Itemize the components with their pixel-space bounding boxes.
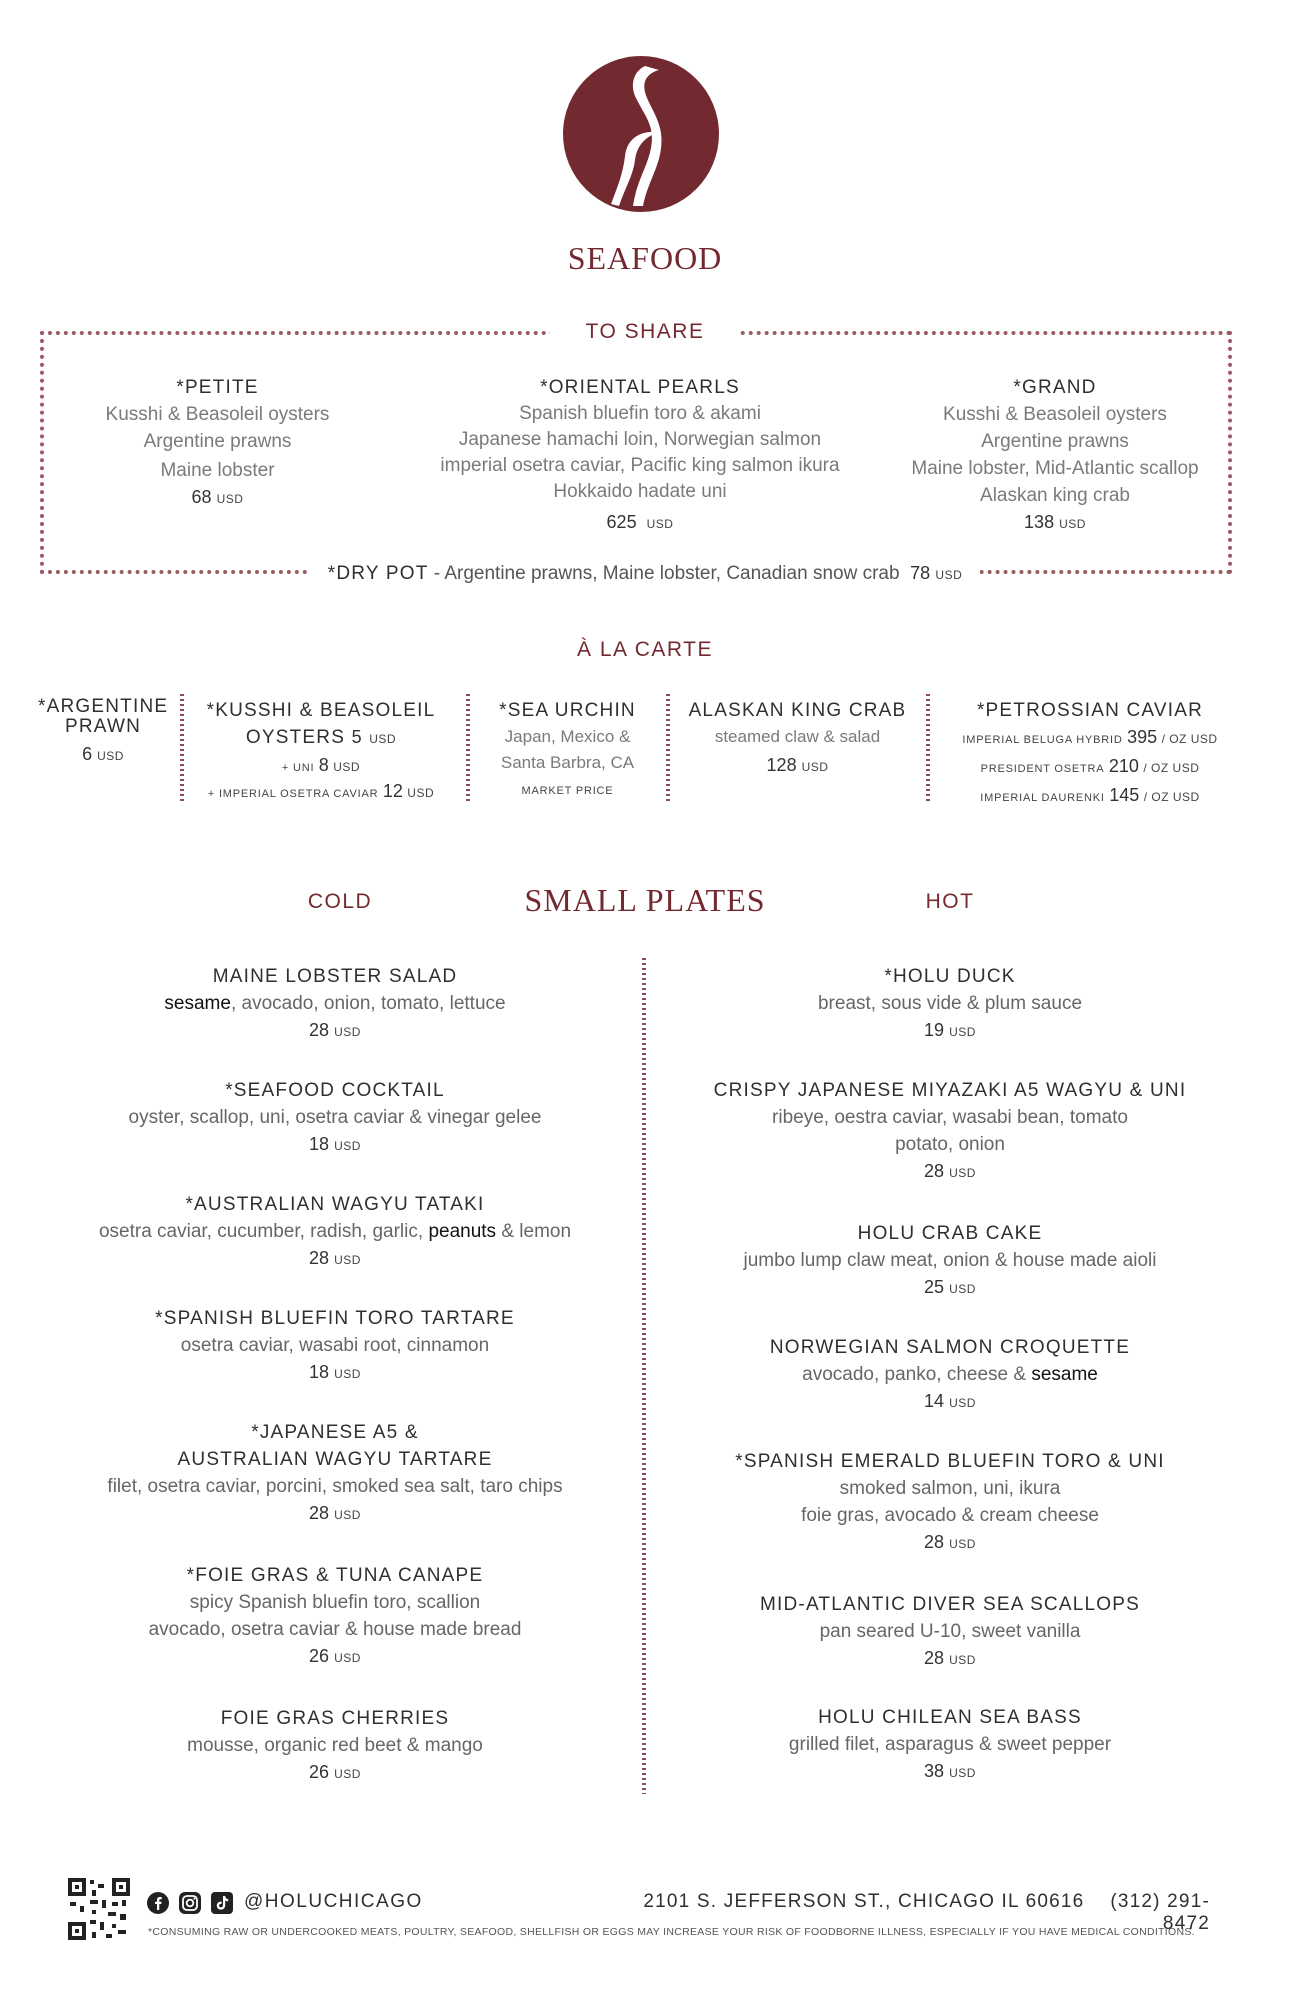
hot-item-desc: grilled filet, asparagus & sweet pepper (788, 1734, 1112, 1755)
cold-item-price: 28 USD (309, 1503, 361, 1523)
hot-item-price: 25 USD (924, 1277, 976, 1297)
alc-caviar (940, 697, 1240, 811)
alc-divider (926, 694, 930, 802)
alc-divider (180, 694, 184, 802)
cold-item (60, 1191, 610, 1274)
small-plates-heading: SMALL PLATES (524, 882, 766, 918)
cold-item-desc: oyster, scallop, uni, osetra caviar & vinegar gelee (128, 1107, 542, 1128)
share-item-line: Maine lobster, Mid-Atlantic scallop (911, 458, 1199, 479)
share-item-line: Kusshi & Beasoleil oysters (943, 404, 1167, 425)
qr-code[interactable] (68, 1878, 130, 1940)
share-item-name: *GRAND (1013, 377, 1097, 398)
hot-item-price: 28 USD (924, 1532, 976, 1552)
share-item-name: *ORIENTAL PEARLS (540, 377, 740, 398)
alc-name: PRAWN (64, 716, 142, 737)
alc-desc: Japan, Mexico & (504, 727, 631, 746)
cold-item-price: 28 USD (309, 1248, 361, 1268)
alc-market-price: MARKET PRICE (521, 785, 614, 797)
hot-item (680, 963, 1220, 1046)
cold-item-price: 18 USD (309, 1134, 361, 1154)
hot-item-desc: ribeye, oestra caviar, wasabi bean, tomato (772, 1107, 1128, 1128)
hot-item-desc: smoked salmon, uni, ikura (839, 1478, 1061, 1499)
cold-item (60, 1419, 610, 1529)
dry-pot-name: *DRY POT (327, 563, 429, 584)
share-item-line: Kusshi & Beasoleil oysters (105, 404, 330, 425)
hot-heading: HOT (925, 890, 975, 913)
cold-item-desc: mousse, organic red beet & mango (187, 1735, 483, 1756)
hot-item-name: CRISPY JAPANESE MIYAZAKI A5 WAGYU & UNI (713, 1080, 1187, 1101)
alc-name: ALASKAN KING CRAB (688, 700, 907, 721)
alc-price: 6 USD (82, 744, 124, 764)
dry-pot-price: 78 (910, 563, 931, 583)
share-item-line: Hokkaido hadate uni (553, 481, 727, 502)
hot-item-desc: pan seared U-10, sweet vanilla (819, 1621, 1081, 1642)
alc-oysters (195, 697, 447, 805)
hot-item (680, 1334, 1220, 1417)
dry-pot-unit: USD (935, 568, 963, 582)
hot-item (680, 1704, 1220, 1787)
hot-item-price: 38 USD (924, 1761, 976, 1781)
cold-item-price: 26 USD (309, 1762, 361, 1782)
a-la-carte-heading: À LA CARTE (577, 638, 713, 661)
alc-name: *PETROSSIAN CAVIAR (976, 700, 1204, 721)
cold-item-price: 18 USD (309, 1362, 361, 1382)
cold-item-desc: spicy Spanish bluefin toro, scallion (189, 1592, 481, 1613)
cold-item-desc: sesame, avocado, onion, tomato, lettuce (164, 993, 506, 1014)
cold-item-desc: avocado, osetra caviar & house made bread (148, 1619, 522, 1640)
social-handle[interactable]: @HOLUCHICAGO (244, 1891, 423, 1912)
address-text: 2101 S. JEFFERSON ST., CHICAGO IL 60616 (643, 1891, 1085, 1912)
share-item-line: Maine lobster (160, 460, 275, 481)
cold-item-desc: osetra caviar, wasabi root, cinnamon (180, 1335, 490, 1356)
hot-item-desc: breast, sous vide & plum sauce (817, 993, 1083, 1014)
qr-code-icon (68, 1878, 130, 1940)
cold-item-name: FOIE GRAS CHERRIES (220, 1708, 450, 1729)
cold-item (60, 1705, 610, 1788)
share-item-price: 68 USD (191, 487, 244, 507)
hot-item (680, 1220, 1220, 1303)
alc-sea-urchin (480, 697, 655, 806)
cold-item (60, 963, 610, 1046)
cold-item-name: *FOIE GRAS & TUNA CANAPE (186, 1565, 484, 1586)
cold-item (60, 1077, 610, 1160)
logo (563, 56, 719, 212)
cold-item (60, 1305, 610, 1388)
alc-argentine-prawn (38, 697, 168, 770)
share-item-petite (90, 374, 345, 513)
alc-king-crab (680, 697, 915, 781)
health-disclaimer: *CONSUMING RAW OR UNDERCOOKED MEATS, POULTRY, SEAFOOD, SHELLFISH OR EGGS MAY INCREASE YOUR RISK OF FOODBORNE ILLNESS, ESPECIALLY IF YOU HAVE MEDICAL CONDITIONS. (148, 1926, 1195, 1938)
share-item-grand (905, 374, 1205, 538)
share-item-line: imperial osetra caviar, Pacific king salmon ikura (440, 455, 840, 476)
alc-desc: steamed claw & salad (714, 727, 881, 746)
hot-item-desc: foie gras, avocado & cream cheese (801, 1505, 1099, 1526)
cold-item-price: 26 USD (309, 1646, 361, 1666)
small-plates-divider (642, 958, 646, 1794)
cold-heading: COLD (307, 890, 373, 913)
share-item-oriental-pearls (430, 374, 850, 538)
caviar-row: PRESIDENT OSETRA 210 / OZ USD (980, 756, 1200, 776)
share-item-name: *PETITE (176, 377, 259, 398)
caviar-row: IMPERIAL BELUGA HYBRID 395 / OZ USD (962, 727, 1218, 747)
page-title: SEAFOOD (567, 240, 723, 276)
hot-item-price: 14 USD (924, 1391, 976, 1411)
facebook-icon[interactable] (147, 1892, 169, 1914)
alc-divider (466, 694, 470, 802)
hot-item-desc: jumbo lump claw meat, onion & house made aioli (743, 1250, 1157, 1271)
to-share-heading: TO SHARE (550, 320, 740, 344)
alc-divider (666, 694, 670, 802)
cold-item-price: 28 USD (309, 1020, 361, 1040)
hot-item-price: 19 USD (924, 1020, 976, 1040)
hot-item-name: HOLU CHILEAN SEA BASS (818, 1707, 1082, 1728)
hot-item (680, 1591, 1220, 1674)
hot-item (680, 1448, 1220, 1558)
hot-item-name: NORWEGIAN SALMON CROQUETTE (769, 1337, 1131, 1358)
hot-item-desc: potato, onion (895, 1134, 1005, 1155)
hot-item-name: *SPANISH EMERALD BLUEFIN TORO & UNI (735, 1451, 1165, 1472)
cold-item-name: *SEAFOOD COCKTAIL (225, 1080, 445, 1101)
alc-desc: Santa Barbra, CA (500, 753, 635, 772)
dry-pot-line (310, 561, 980, 587)
caviar-row: IMPERIAL DAURENKI 145 / OZ USD (980, 785, 1200, 805)
cold-item-name: MAINE LOBSTER SALAD (212, 966, 458, 987)
phone-number[interactable]: (312) 291-8472 (1110, 1891, 1210, 1934)
cold-item-name: *SPANISH BLUEFIN TORO TARTARE (155, 1308, 515, 1329)
alc-caviar-addon: + IMPERIAL OSETRA CAVIAR 12 USD (207, 781, 435, 801)
hot-item-price: 28 USD (924, 1161, 976, 1181)
cold-item-name: AUSTRALIAN WAGYU TARTARE (177, 1449, 493, 1470)
instagram-icon[interactable] (179, 1892, 201, 1914)
tiktok-icon[interactable] (211, 1892, 233, 1914)
alc-uni-addon: + UNI 8 USD (281, 755, 361, 775)
share-item-price: 625 USD (606, 512, 674, 532)
share-item-line: Argentine prawns (143, 431, 292, 452)
hot-item-name: MID-ATLANTIC DIVER SEA SCALLOPS (760, 1594, 1140, 1615)
alc-name: *KUSSHI & BEASOLEIL (206, 700, 436, 721)
alc-price: 128 USD (766, 755, 829, 775)
hot-item-name: *HOLU DUCK (884, 966, 1016, 987)
alc-name-price: OYSTERS 5 USD (245, 727, 397, 748)
hot-item-name: HOLU CRAB CAKE (857, 1223, 1043, 1244)
cold-item-name: *AUSTRALIAN WAGYU TATAKI (185, 1194, 485, 1215)
alc-name: *SEA URCHIN (499, 700, 636, 721)
cold-item-name: *JAPANESE A5 & (251, 1422, 419, 1443)
cold-item-desc: osetra caviar, cucumber, radish, garlic, peanuts & lemon (98, 1221, 572, 1242)
share-item-line: Argentine prawns (981, 431, 1129, 452)
alc-name: *ARGENTINE (38, 696, 169, 717)
logo-mark (563, 56, 719, 212)
share-item-price: 138 USD (1024, 512, 1086, 532)
cold-item (60, 1562, 610, 1672)
cold-item-desc: filet, osetra caviar, porcini, smoked sea salt, taro chips (107, 1476, 563, 1497)
share-item-line: Japanese hamachi loin, Norwegian salmon (458, 429, 822, 450)
hot-item-price: 28 USD (924, 1648, 976, 1668)
dry-pot-desc: - Argentine prawns, Maine lobster, Canadian snow crab (428, 563, 900, 584)
hot-item (680, 1077, 1220, 1187)
share-item-line: Spanish bluefin toro & akami (519, 403, 761, 424)
hot-item-desc: avocado, panko, cheese & sesame (802, 1364, 1098, 1385)
share-item-line: Alaskan king crab (980, 485, 1130, 506)
